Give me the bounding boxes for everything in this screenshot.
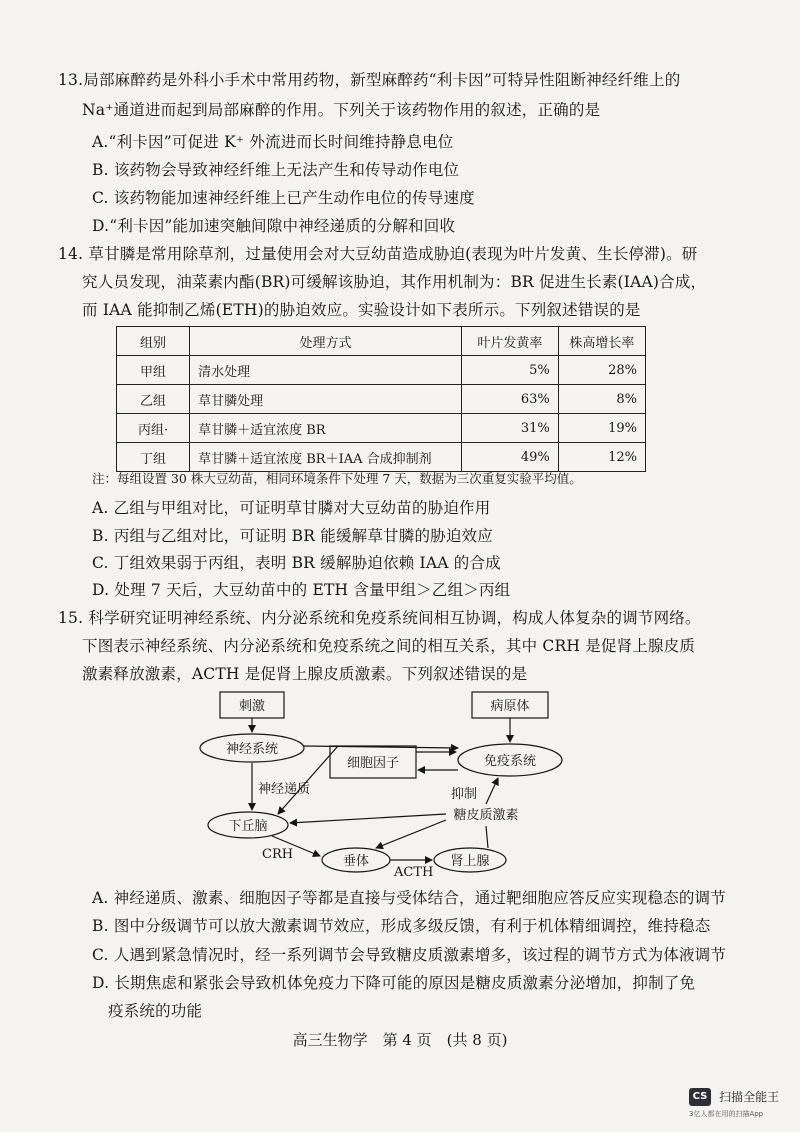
regulation-network-diagram bbox=[180, 686, 580, 876]
scanner-watermark bbox=[689, 1086, 779, 1106]
scanner-tagline: 3亿人都在用的扫描App bbox=[689, 1110, 764, 1118]
table-row bbox=[117, 443, 646, 472]
table-cell: 丙组· bbox=[117, 414, 190, 443]
q15-stem-line1: 15. 科学研究证明神经系统、内分泌系统和免疫系统间相互协调，构成人体复杂的调节网络。 bbox=[58, 609, 701, 627]
pathogen-label: 病原体 bbox=[490, 699, 530, 714]
q13-option-a: A.“利卡因”可促进 K⁺ 外流进而长时间维持静息电位 bbox=[92, 133, 454, 151]
q15-option-a: A. 神经递质、激素、细胞因子等都是直接与受体结合，通过靶细胞应答反应实现稳态的调节 bbox=[92, 889, 726, 907]
q15-option-d: D. 长期焦虑和紧张会导致机体免疫力下降可能的原因是糖皮质激素分泌增加，抑制了免 bbox=[92, 974, 696, 992]
stimulus-label: 刺激 bbox=[238, 699, 266, 714]
q15-option-c: C. 人遇到紧急情况时，经一系列调节会导致糖皮质激素增多，该过程的调节方式为体液调节 bbox=[92, 946, 727, 964]
immune-system-label: 免疫系统 bbox=[483, 754, 537, 769]
arrow-cytokine-hypothalamus bbox=[278, 746, 338, 814]
nervous-system-label: 神经系统 bbox=[225, 742, 279, 757]
table-header: 组别 bbox=[117, 327, 190, 356]
hypothalamus-label: 下丘脑 bbox=[228, 819, 268, 834]
table-cell: 草甘膦＋适宜浓度 BR＋IAA 合成抑制剂 bbox=[190, 443, 462, 472]
cytokine-label: 细胞因子 bbox=[346, 756, 400, 771]
table-row bbox=[117, 385, 646, 414]
table-cell: 28% bbox=[558, 356, 645, 385]
table-cell: 12% bbox=[558, 443, 645, 472]
table-header: 株高增长率 bbox=[558, 327, 645, 356]
neurotransmitter-label: 神经递质 bbox=[258, 782, 311, 797]
table-cell: 19% bbox=[558, 414, 645, 443]
q14-stem-line2: 究人员发现，油菜素内酯(BR)可缓解该胁迫，其作用机制为：BR 促进生长素(IAA)合成， bbox=[82, 273, 707, 291]
q14-stem-line3: 而 IAA 能抑制乙烯(ETH)的胁迫效应。实验设计如下表所示。下列叙述错误的是 bbox=[82, 301, 641, 319]
q15-option-b: B. 图中分级调节可以放大激素调节效应，形成多级反馈，有利于机体精细调控，维持稳态 bbox=[92, 917, 711, 935]
q13-stem-line1: 13.局部麻醉药是外科小手术中常用药物，新型麻醉药“利卡因”可特异性阻断神经纤维上的 bbox=[58, 71, 681, 89]
q13-option-b: B. 该药物会导致神经纤维上无法产生和传导动作电位 bbox=[92, 161, 460, 179]
table-header: 叶片发黄率 bbox=[462, 327, 559, 356]
q14-stem-line1: 14. 草甘膦是常用除草剂，过量使用会对大豆幼苗造成胁迫(表现为叶片发黄、生长停滞)。研 bbox=[58, 245, 698, 263]
table-cell: 63% bbox=[462, 385, 559, 414]
table-cell: 甲组 bbox=[117, 356, 190, 385]
table-cell: 草甘膦处理 bbox=[190, 385, 462, 414]
table-note: 注：每组设置 30 株大豆幼苗，相同环境条件下处理 7 天，数据为三次重复实验平均值。 bbox=[92, 471, 582, 486]
arrow-glucocorticoid-immune bbox=[486, 778, 498, 804]
arrow-glucocorticoid-pituitary bbox=[376, 820, 446, 848]
scanner-logo-icon: CS bbox=[689, 1088, 711, 1106]
table-header-row bbox=[117, 327, 646, 356]
line-adrenal-glucocorticoid bbox=[486, 826, 488, 848]
table-row bbox=[117, 356, 646, 385]
pituitary-label: 垂体 bbox=[342, 854, 370, 869]
experiment-table bbox=[116, 326, 646, 472]
q14-option-d: D. 处理 7 天后，大豆幼苗中的 ETH 含量甲组＞乙组＞丙组 bbox=[92, 581, 511, 599]
q14-option-a: A. 乙组与甲组对比，可证明草甘膦对大豆幼苗的胁迫作用 bbox=[92, 499, 491, 517]
glucocorticoid-label: 糖皮质激素 bbox=[453, 808, 519, 823]
scanner-app-name: 扫描全能王 bbox=[719, 1090, 780, 1104]
table-cell: 31% bbox=[462, 414, 559, 443]
table-cell: 5% bbox=[462, 356, 559, 385]
q14-option-b: B. 丙组与乙组对比，可证明 BR 能缓解草甘膦的胁迫效应 bbox=[92, 527, 493, 545]
table-cell: 49% bbox=[462, 443, 559, 472]
arrow-glucocorticoid-hypothalamus bbox=[290, 814, 446, 823]
adrenal-label: 肾上腺 bbox=[450, 854, 490, 869]
inhibit-label: 抑制 bbox=[450, 787, 478, 802]
crh-label: CRH bbox=[262, 847, 294, 862]
q13-option-c: C. 该药物能加速神经纤维上已产生动作电位的传导速度 bbox=[92, 189, 475, 207]
q14-option-c: C. 丁组效果弱于丙组，表明 BR 缓解胁迫依赖 IAA 的合成 bbox=[92, 554, 501, 572]
q15-stem-line2: 下图表示神经系统、内分泌系统和免疫系统之间的相互关系，其中 CRH 是促肾上腺皮质 bbox=[82, 637, 696, 655]
table-cell: 清水处理 bbox=[190, 356, 462, 385]
q13-stem-line2: Na⁺通道进而起到局部麻醉的作用。下列关于该药物作用的叙述，正确的是 bbox=[82, 101, 601, 119]
q15-stem-line3: 激素释放激素，ACTH 是促肾上腺皮质激素。下列叙述错误的是 bbox=[82, 665, 528, 683]
q13-option-d: D.“利卡因”能加速突触间隙中神经递质的分解和回收 bbox=[92, 217, 456, 235]
table-cell: 8% bbox=[558, 385, 645, 414]
table-cell: 乙组 bbox=[117, 385, 190, 414]
table-cell: 丁组 bbox=[117, 443, 190, 472]
table-header: 处理方式 bbox=[190, 327, 462, 356]
acth-label: ACTH bbox=[394, 865, 434, 876]
page-footer: 高三生物学 第 4 页 (共 8 页) bbox=[292, 1031, 508, 1049]
table-row bbox=[117, 414, 646, 443]
table-cell: 草甘膦＋适宜浓度 BR bbox=[190, 414, 462, 443]
q15-option-d-continued: 疫系统的功能 bbox=[108, 1002, 203, 1020]
